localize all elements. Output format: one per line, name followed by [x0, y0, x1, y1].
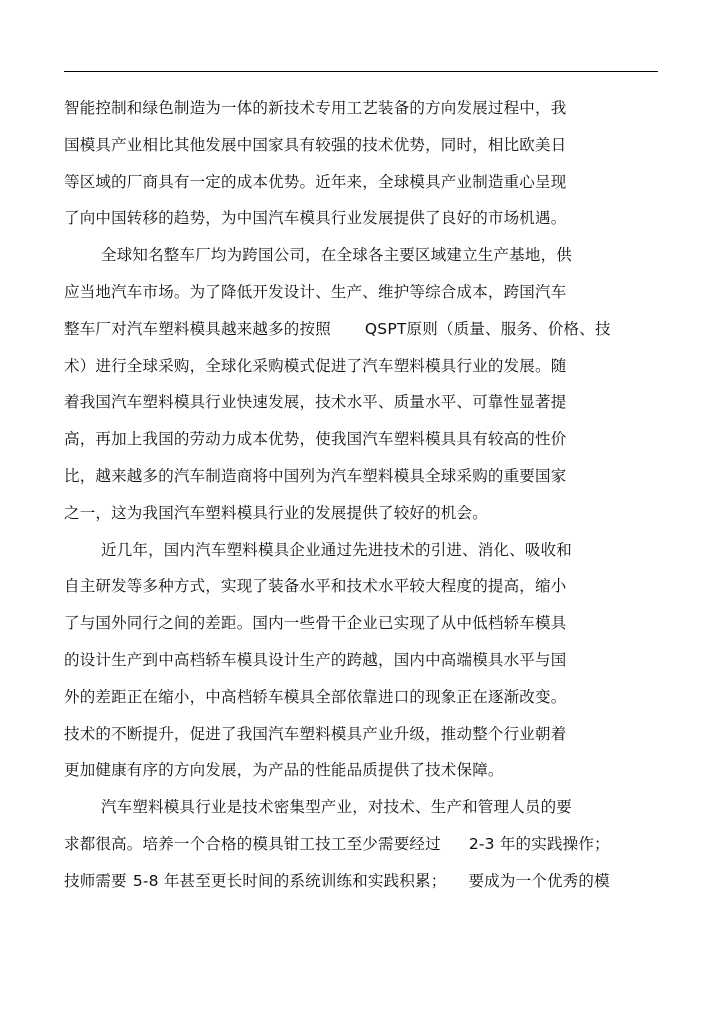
text-line: 了与国外同行之间的差距。国内一些骨干企业已实现了从中低档轿车模具 — [64, 614, 567, 633]
header-rule — [64, 71, 658, 72]
text-segment: 2-3 年的实践操作； — [468, 834, 610, 853]
text-line: 等区域的厂商具有一定的成本优势。近年来，全球模具产业制造重心呈现 — [64, 172, 567, 191]
text-line: 高，再加上我国的劳动力成本优势，使我国汽车塑料模具具有较高的性价 — [64, 430, 567, 449]
text-line: 外的差距正在缩小，中高档轿车模具全部依靠进口的现象正在逐渐改变。 — [64, 687, 567, 706]
text-line — [64, 826, 664, 863]
text-segment: 技师需要 — [64, 871, 127, 890]
text-segment: 求都很高。培养一个合格的模具钳工技工至少需要经过 — [64, 834, 441, 853]
text-segment: 整车厂对汽车塑料模具越来越多的按照 — [64, 319, 331, 338]
text-line: 的设计生产到中高档轿车模具设计生产的跨越，国内中高端模具水平与国 — [64, 650, 567, 669]
paragraph-start-line: 汽车塑料模具行业是技术密集型产业，对技术、生产和管理人员的要 — [101, 798, 573, 817]
paragraph-start-line: 全球知名整车厂均为跨国公司，在全球各主要区域建立生产基地，供 — [101, 246, 573, 265]
text-line: 之一，这为我国汽车塑料模具行业的发展提供了较好的机会。 — [64, 503, 488, 522]
document-body — [64, 90, 664, 900]
text-line — [64, 863, 664, 900]
text-line: 自主研发等多种方式，实现了装备水平和技术水平较大程度的提高，缩小 — [64, 577, 567, 596]
text-line: 技术的不断提升，促进了我国汽车塑料模具产业升级，推动整个行业朝着 — [64, 724, 567, 743]
text-line: 着我国汽车塑料模具行业快速发展，技术水平、质量水平、可靠性显著提 — [64, 393, 567, 412]
text-line: 比，越来越多的汽车制造商将中国列为汽车塑料模具全球采购的重要国家 — [64, 466, 567, 485]
text-line: 应当地汽车市场。为了降低开发设计、生产、维护等综合成本，跨国汽车 — [64, 282, 567, 301]
text-segment: QSPT原则（质量、服务、价格、技 — [364, 319, 611, 338]
text-segment: 要成为一个优秀的模 — [468, 871, 610, 890]
text-line: 术）进行全球采购，全球化采购模式促进了汽车塑料模具行业的发展。随 — [64, 356, 567, 375]
text-line: 更加健康有序的方向发展，为产品的性能品质提供了技术保障。 — [64, 761, 504, 780]
text-line: 国模具产业相比其他发展中国家具有较强的技术优势，同时，相比欧美日 — [64, 135, 567, 154]
paragraph-start-line: 近几年，国内汽车塑料模具企业通过先进技术的引进、消化、吸收和 — [101, 540, 573, 559]
text-line: 智能控制和绿色制造为一体的新技术专用工艺装备的方向发展过程中，我 — [64, 99, 567, 117]
text-line — [64, 311, 664, 348]
text-line: 了向中国转移的趋势，为中国汽车模具行业发展提供了良好的市场机遇。 — [64, 209, 567, 228]
text-segment: 5-8 年甚至更长时间的系统训练和实践积累； — [132, 871, 447, 890]
